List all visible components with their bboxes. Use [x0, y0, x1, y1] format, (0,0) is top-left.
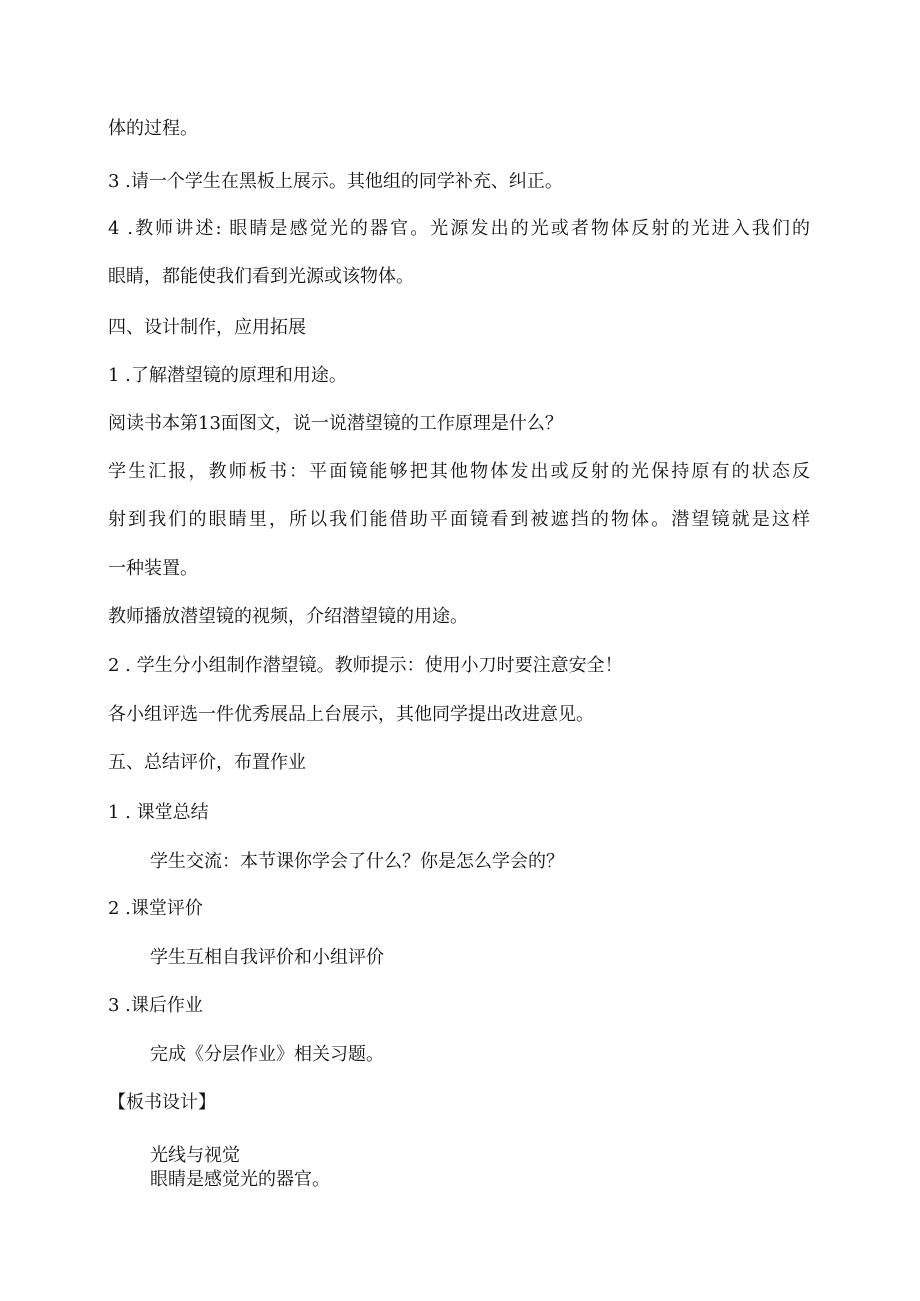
paragraph-line: 眼睛，都能使我们看到光源或该物体。 [108, 266, 414, 287]
indented-paragraph: 学生交流：本节课你学会了什么？你是怎么学会的？ [150, 851, 564, 872]
section-heading-4: 四、设计制作，应用拓展 [108, 317, 306, 338]
board-title: 光线与视觉 [150, 1145, 240, 1166]
paragraph-line: 学生汇报，教师板书：平面镜能够把其他物体发出或反射的光保持原有的状态反 [108, 461, 810, 482]
list-item-4: 4 .教师讲述: 眼睛是感觉光的器官。光源发出的光或者物体反射的光进入我们的 [108, 218, 810, 239]
board-content: 眼睛是感觉光的器官。 [150, 1169, 330, 1190]
paragraph-line: 阅读书本第13面图文，说一说潜望镜的工作原理是什么？ [108, 413, 563, 434]
paragraph-line: 一种装置。 [108, 558, 198, 579]
list-item-3: 3 .请一个学生在黑板上展示。其他组的同学补充、纠正。 [108, 171, 563, 192]
paragraph-line: 射到我们的眼睛里，所以我们能借助平面镜看到被遮挡的物体。潜望镜就是这样 [108, 509, 810, 530]
paragraph-line: 体的过程。 [108, 118, 198, 139]
board-design-heading: 【板书设计】 [108, 1092, 216, 1113]
paragraph-line: 教师播放潜望镜的视频，介绍潜望镜的用途。 [108, 606, 468, 627]
list-item-1: 1 . 课堂总结 [108, 802, 209, 823]
list-item-1: 1 .了解潜望镜的原理和用途。 [108, 365, 347, 386]
list-item-2: 2 .课堂评价 [108, 898, 203, 919]
list-item-3: 3 .课后作业 [108, 995, 203, 1016]
indented-paragraph: 完成《分层作业》相关习题。 [150, 1044, 384, 1065]
list-item-2: 2 . 学生分小组制作潜望镜。教师提示：使用小刀时要注意安全！ [108, 655, 623, 676]
section-heading-5: 五、总结评价，布置作业 [108, 752, 306, 773]
indented-paragraph: 学生互相自我评价和小组评价 [150, 947, 384, 968]
paragraph-line: 各小组评选一件优秀展品上台展示，其他同学提出改进意见。 [108, 704, 594, 725]
